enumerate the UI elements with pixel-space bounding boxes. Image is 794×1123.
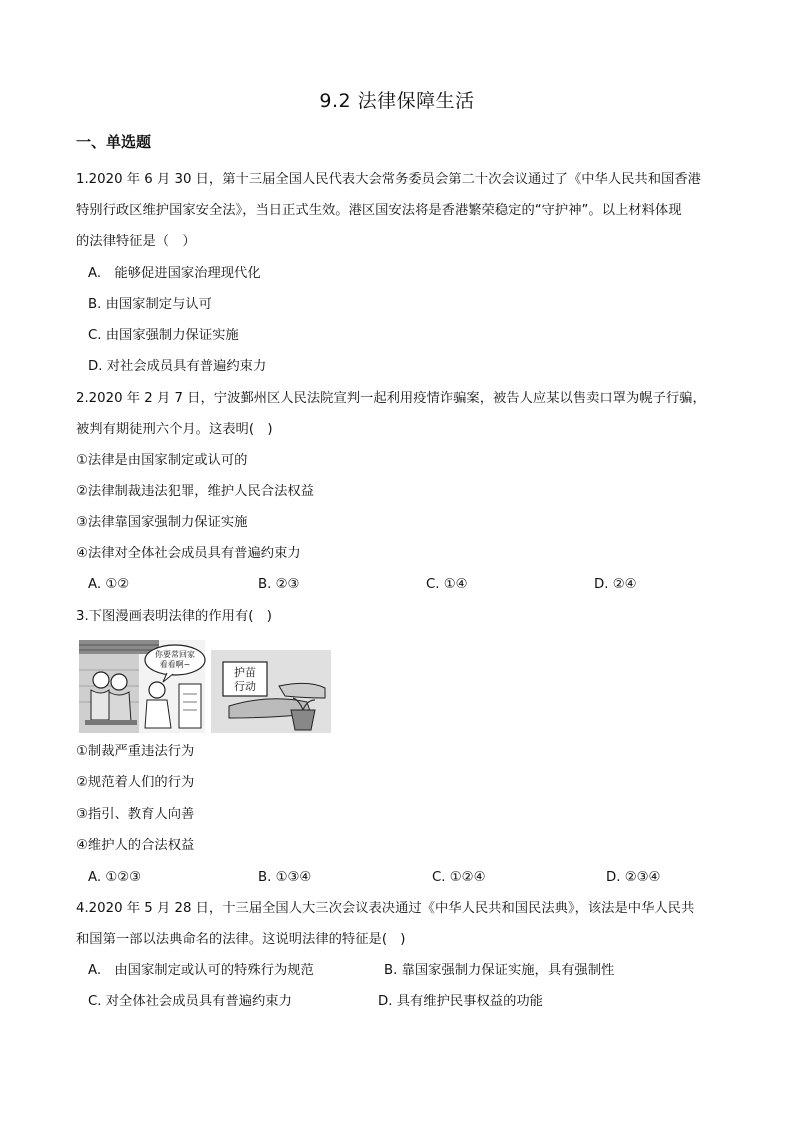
comic-illustration: [79, 640, 331, 733]
q3-statement-2: ②规范着人们的行为: [76, 775, 195, 790]
comic-left-panel: [79, 640, 205, 733]
q1-line-2: 特别行政区维护国家安全法》，当日正式生效。港区国安法将是香港繁荣稳定的“守护神”。以上材料体现: [76, 203, 682, 218]
q2-statement-1: ①法律是由国家制定或认可的: [76, 453, 248, 468]
q4-option-d[interactable]: D. 具有维护民事权益的功能: [378, 994, 543, 1009]
q2-option-a[interactable]: A. ①②: [88, 577, 130, 592]
q4-line-2: 和国第一部以法典命名的法律。这说明法律的特征是( ): [76, 932, 406, 947]
q4-option-c[interactable]: C. 对全体社会成员具有普遍约束力: [88, 994, 292, 1009]
q4-line-1: 4.2020 年 5 月 28 日，十三届全国人大三次会议表决通过《中华人民共和国民法典》，该法是中华人民共: [76, 901, 695, 916]
comic-right-panel: [211, 650, 331, 733]
q2-statement-2: ②法律制裁违法犯罪，维护人民合法权益: [76, 484, 314, 499]
q2-statement-4: ④法律对全体社会成员具有普遍约束力: [76, 546, 301, 561]
q1-option-c[interactable]: C. 由国家强制力保证实施: [88, 328, 239, 343]
q2-line-1: 2.2020 年 2 月 7 日，宁波鄞州区人民法院宣判一起利用疫情诈骗案，被告人应某以售卖口罩为幌子行骗，: [76, 391, 706, 406]
q1-option-a[interactable]: A. 能够促进国家治理现代化: [88, 266, 261, 281]
q3-option-c[interactable]: C. ①②④: [432, 870, 486, 885]
q2-line-2: 被判有期徒刑六个月。这表明( ): [76, 422, 273, 437]
comic-sign-line-1: 护苗: [234, 666, 256, 679]
q2-option-b[interactable]: B. ②③: [258, 577, 300, 592]
comic-bubble-line-2: 看看啊~: [159, 660, 191, 669]
q2-option-d[interactable]: D. ②④: [594, 577, 637, 592]
q1-option-b[interactable]: B. 由国家制定与认可: [88, 297, 212, 312]
comic-sign-line-2: 行动: [234, 680, 256, 693]
q4-option-a[interactable]: A. 由国家制定或认可的特殊行为规范: [88, 963, 314, 978]
q3-option-a[interactable]: A. ①②③: [88, 870, 142, 885]
page-title: 9.2 法律保障生活: [319, 90, 475, 112]
q1-line-1: 1.2020 年 6 月 30 日，第十三届全国人民代表大会常务委员会第二十次会议通过了《中华人民共和国香港: [76, 172, 701, 187]
q1-option-d[interactable]: D. 对社会成员具有普遍约束力: [88, 359, 267, 374]
q3-option-d[interactable]: D. ②③④: [606, 870, 661, 885]
q3-statement-4: ④维护人的合法权益: [76, 838, 195, 853]
comic-bubble-line-1: 你要常回家: [155, 650, 195, 659]
q3-line-1: 3.下图漫画表明法律的作用有( ): [76, 609, 272, 624]
q2-option-c[interactable]: C. ①④: [426, 577, 468, 592]
q4-option-b[interactable]: B. 靠国家强制力保证实施，具有强制性: [384, 963, 615, 978]
q3-statement-1: ①制裁严重违法行为: [76, 744, 195, 759]
q3-option-b[interactable]: B. ①③④: [258, 870, 312, 885]
q2-statement-3: ③法律靠国家强制力保证实施: [76, 515, 248, 530]
q1-line-3: 的法律特征是（ ）: [76, 234, 196, 249]
section-heading: 一、单选题: [76, 133, 152, 151]
q3-statement-3: ③指引、教育人向善: [76, 807, 195, 822]
